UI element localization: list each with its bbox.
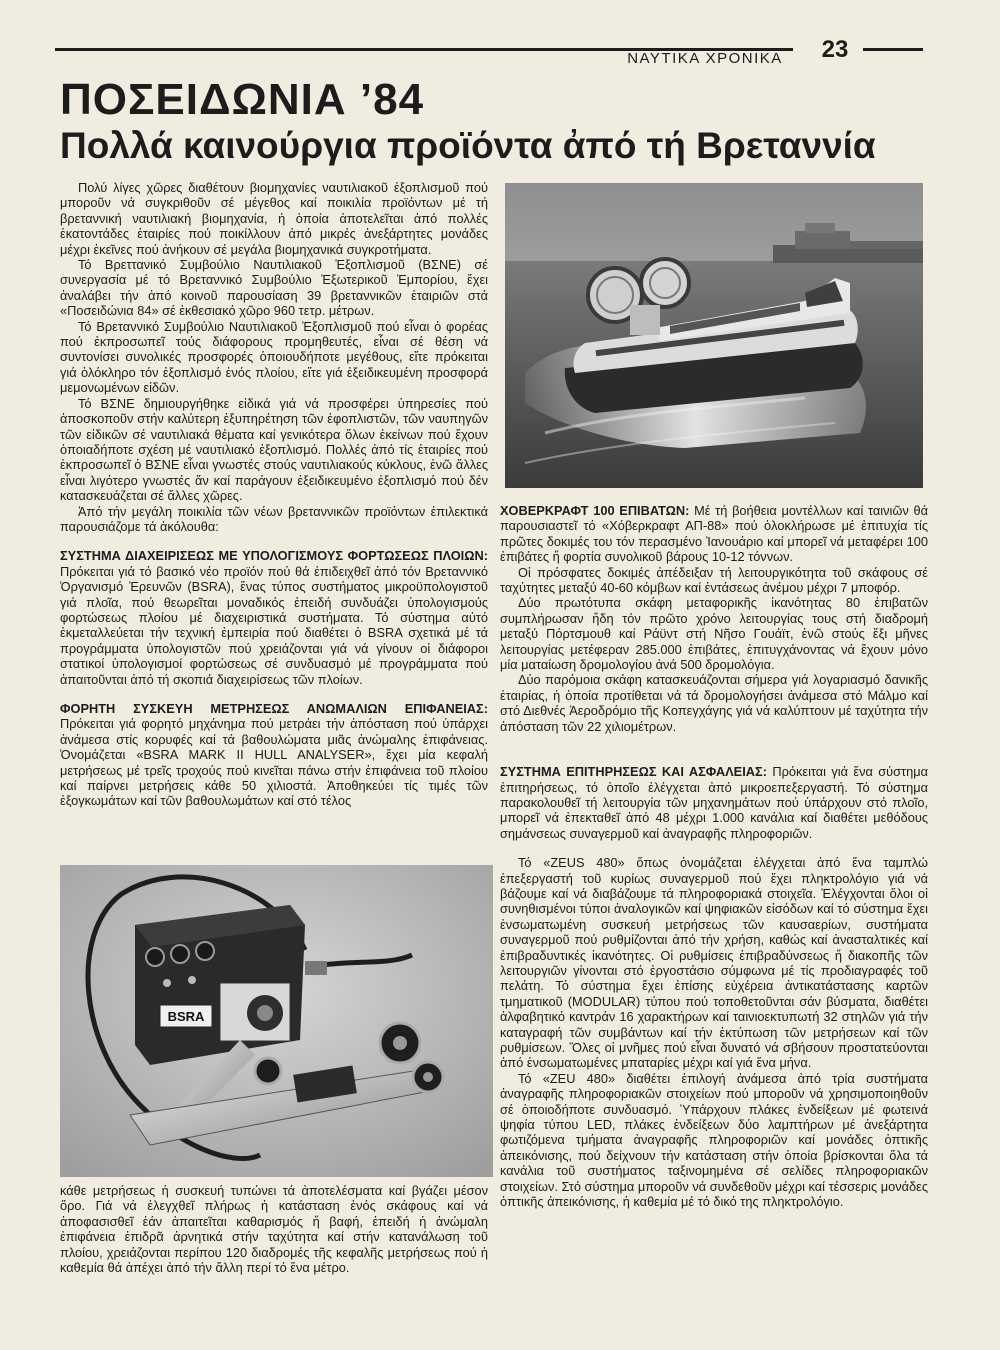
section-hull-paragraph xyxy=(60,701,488,809)
hovercraft-image xyxy=(505,183,923,488)
section-hull-text: Πρόκειται γιά φορητό μηχάνημα πού μετράει τήν ἀπόσταση πού ὑπάρχει ἀνάμεσα στίς κορυφές καί τά βαθουλώματα μιᾶς ἀνώμαλης ἐπιφάνειας. Ὀνομάζεται «BSRA MARK II HULL ANALYSER», ἔχει μία κεφαλή μετρήσεως μέ τρεῖς τροχούς πού κινεῖται πάνω στήν ἐπιφάνεια τοῦ πλοίου καί παίρνει μετρήσεις κάθε 50 χιλιοστά. Ἀποθηκεύει τίς τιμές τῶν ἐξογκωμάτων καί τῶν βαθουλωμάτων καί στό τέλος xyxy=(60,716,488,809)
section-hovercraft-paragraph xyxy=(500,503,928,565)
subheadline: Πολλά καινούργια προϊόντα ἀπό τή Βρεταννία xyxy=(60,125,876,166)
header-rule-right xyxy=(863,48,923,51)
bsra-label: BSRA xyxy=(167,1009,205,1024)
hull-analyser-image xyxy=(60,865,493,1177)
section-hull-continuation: κάθε μετρήσεως ἡ συσκευή τυπώνει τά ἀποτελέσματα καί βγάζει μέσον ὅρο. Γιά νά ἐλεγχθεῖ πλήρως ἡ κατάσταση ἑνός σκάφους καί νά ἀποφασισθεῖ ἐάν ἀπαιτεῖται καθαρισμός ἤ βαφή, ἐπειδή ἡ ἀνώμαλη ἐπιφάνεια ἐπιδρᾶ ἀρνητικά στήν ταχύτητα καί στήν κατανάλωση τοῦ πλοίου, χρειάζονται περίπου 120 διαδρομές τῆς κεφαλῆς μετρήσεως πού ἡ καθεμία θά ἀπέχει ἀπό τήν ἄλλη περί τό ἕνα μέτρο. xyxy=(60,1183,488,1276)
section-surveillance-text: Πρόκειται γιά ἕνα σύστημα ἐπιτηρήσεως, τό ὁποῖο ἐλέγχεται ἀπό μικροεπεξεργαστή. Τό σύστημα παρακολουθεῖ τή λειτουργία τῶν μηχανημάτων πού ὑπάρχουν στό πλοῖο, μπορεῖ νά ἐπεκταθεῖ ἀπό 48 μέχρι 1.000 κανάλια καί διαθέτει μεθόδους σημάνσεως συναγερμοῦ καί ἀναγραφῆς πληροφοριῶν. xyxy=(500,764,928,841)
hovercraft-paragraph: Δύο παρόμοια σκάφη κατασκευάζονται σήμερα γιά λογαριασμό δανικῆς ἑταιρίας, ἡ ὁποία προτίθεται νά τά δρομολογήσει ἀνάμεσα στό Μάλμο καί στό Διεθνές Ἀεροδρόμιο τῆς Κοπεγχάγης γιά νά καλύπτουν μέ ταχύτητα τήν ἀπόσταση τῶν 22 χιλιομέτρων. xyxy=(500,672,928,734)
section-hovercraft-heading: ΧΟΒΕΡΚΡΑΦΤ 100 ΕΠΙΒΑΤΩΝ: xyxy=(500,503,690,518)
hovercraft-paragraph: Δύο πρωτότυπα σκάφη μεταφορικῆς ἱκανότητας 80 ἐπιβατῶν συμπλήρωσαν ἤδη τόν πρῶτο χρόνο λειτουργίας τους στή διαδρομή μεταξύ Πόρτσμουθ καί Ράϋντ στή Νῆσο Γουάϊτ, ἐνῶ στούς ἕξι μῆνες λειτουργίας μετέφεραν 285.000 ἐπιβάτες, ἐπιτυγχάνοντας νά ἔχουν μόνο μία ματαίωση δρομολογίου ἀνά 500 δρομολόγια. xyxy=(500,595,928,673)
intro-paragraph: Ἀπό τήν μεγάλη ποικιλία τῶν νέων βρεταννικῶν προϊόντων ἐπιλεκτικά παρουσιάζομε τά ἀκόλουθα: xyxy=(60,503,488,534)
magazine-name: ΝΑΥΤΙΚΑ ΧΡΟΝΙΚΑ xyxy=(627,50,783,67)
hovercraft-paragraph: Οἱ πρόσφατες δοκιμές ἀπέδειξαν τή λειτουργικότητα τοῦ σκάφους σέ ταχύτητες μεταξύ 40-60 κόμβων καί ἐντάσεως ἀνέμου μέχρι 7 μποφόρ. xyxy=(500,564,928,596)
section-surveillance-heading: ΣΥΣΤΗΜΑ ΕΠΙΤΗΡΗΣΕΩΣ ΚΑΙ ΑΣΦΑΛΕΙΑΣ: xyxy=(500,764,767,780)
intro-paragraph: Τό ΒΣΝΕ δημιουργήθηκε εἰδικά γιά νά προσφέρει ὑπηρεσίες πού ἀποσκοποῦν στήν καλύτερη ἐξυπηρέτηση τῶν ἐφοπλιστῶν, τῶν ναυπηγῶν τῶν εἰδικῶν σέ ναυτιλιακά θέματα καί γενικότερα ὅλων ἐκείνων πού ἔχουν ὁποιαδήποτε σχέση μέ ναυτιλιακό ἐξοπλισμό. Πολλές ἀπό τίς ἑταιρίες πού ἐκπροσωπεῖ ὁ ΒΣΝΕ εἶναι γνωστές στούς ναυτιλιακούς κύκλους, ἐνῶ ἄλλες εἶναι λιγότερο γνωστές ἄν καί παράγουν ἐξειδικευμένο ἐξοπλισμό πού δέν κατασκευάζεται σέ ἄλλες χῶρες. xyxy=(60,395,488,504)
intro-paragraph: Πολύ λίγες χῶρες διαθέτουν βιομηχανίες ναυτιλιακοῦ ἐξοπλισμοῦ πού μποροῦν νά συγκριθοῦν σέ μέγεθος καί ποικιλία προϊόντων μέ τή βρεταννική ναυτιλιακή βιομηχανία, ἡ ὁποία ἀποτελεῖται ἀπό πολλές ἑκατοντάδες ἑταιρίες πού ποικίλλουν ἀπό μικρές ἀνεξάρτητες μονάδες μέχρι ἐκεῖνες πού ἀνήκουν σέ μεγάλα βιομηχανικά συγκροτήματα. xyxy=(60,180,488,257)
headline: ΠΟΣΕΙΔΩΝΙΑ ’84 xyxy=(60,75,425,124)
page-number: 23 xyxy=(821,36,849,63)
section-surveillance-paragraph xyxy=(500,764,928,841)
intro-paragraph: Τό Βρεταννικό Συμβούλιο Ναυτιλιακοῦ Ἐξοπλισμοῦ πού εἶναι ὁ φορέας πού ἐκπροσωπεῖ τούς διάφορους προμηθευτές, εἶναι σέ θέση νά συντονίσει συνολικές προσφορές ὁποιουδήποτε μεγέθους, εἴτε πρόκειται γιά ὁλόκληρο τόν ἐξοπλισμό ἑνός πλοίου, εἴτε γιά ἐξειδικευμένη προσφορά μεμονωμένων εἰδῶν. xyxy=(60,318,488,396)
hull-analyser-photo xyxy=(60,865,493,1177)
section-load-text: Πρόκειται γιά τό βασικό νέο προϊόν πού θά ἐπιδειχθεῖ ἀπό τόν Βρεταννικό Ὀργανισμό Ἐρευνῶν (BSRA), ἕνας τύπος συστήματος μικροϋπολογιστοῦ γιά πλοῖα, πού θεωρεῖται μοναδικός ἐπειδή συνδυάζει ὑπολογισμούς φορτώσεως πλοίου μέ διαχειριστικά συστήματα. Τό σύστημα αὐτό ἐκμεταλλεύεται τήν τεχνική ἐμπειρία πού διαθέτει ὁ BSRA σχετικά μέ τά προγράμματα ὑπολογιστῶν πού χρειάζονται γιά νά γίνουν οἱ διάφοροι στατικοί ὑπολογισμοί φορτώσεως σέ συνδυασμό μέ προγράμματα πού ἀπαιτοῦνται ἀπό τή σκοπιά διαχειρίσεως τῶν πλοίων. xyxy=(60,563,488,687)
section-hull-heading: ΦΟΡΗΤΗ ΣΥΣΚΕΥΗ ΜΕΤΡΗΣΕΩΣ ΑΝΩΜΑΛΙΩΝ ΕΠΙΦΑΝΕΙΑΣ: xyxy=(60,701,488,716)
left-column-continuation xyxy=(60,1183,488,1275)
section-load-heading: ΣΥΣΤΗΜΑ ΔΙΑΧΕΙΡΙΣΕΩΣ ΜΕ ΥΠΟΛΟΓΙΣΜΟΥΣ ΦΟΡΤΩΣΕΩΣ ΠΛΟΙΩΝ: xyxy=(60,548,488,564)
left-column xyxy=(60,180,488,809)
hovercraft-photo xyxy=(505,183,923,488)
section-load-paragraph xyxy=(60,548,488,687)
surveillance-paragraph: Τό «ZEU 480» διαθέτει ἐπιλογή ἀνάμεσα ἀπό τρία συστήματα ἀναγραφῆς πληροφοριακῶν στοιχείων πού μποροῦν νά χρησιμοποιηθοῦν σέ ὁποιοδήποτε συνδυασμό. Ὑπάρχουν πλάκες ἐνδείξεων μέ φωτεινά ψηφία τύπου LED, πλάκες ἐνδείξεων δύο λαμπτήρων μέ ἀνεξάρτητα φωτιζόμενα τμήματα ἀναγραφῆς πληροφοριῶν καί μονάδες ὀπτικῆς ἀπεικόνισης, πού δείχνουν τήν κατάσταση στήν ὁποία βρίσκονται ὅλα τά κανάλια τοῦ συστήματος ταξινομημένα σέ σελίδες πληροφοριακῶν στοιχείων. Στό σύστημα μποροῦν νά συνδεθοῦν μέχρι καί τέσσερις μονάδες ὀπτικῆς ἀπεικόνισης, ἡ καθεμία μέ τό δικό της πληκτρολόγιο. xyxy=(500,1070,928,1210)
surveillance-paragraph: Τό «ZEUS 480» ὅπως ὀνομάζεται ἐλέγχεται ἀπό ἕνα ταμπλώ ἐπεξεργαστή τοῦ κυρίως συναγερμοῦ πού ἔχει πληκτρολόγιο γιά νά βάζουμε καί νά διαβάζουμε τά πληροφοριακά στοιχεῖα. Ἐλέγχονται ὅλοι οἱ συνηθισμένοι τύποι ἀναλογικῶν καί ψηφιακῶν εἰσόδων καί τό σύστημα ἔχει ἐνσωματωμένη συσκευή μετρήσεως τῶν καυσαερίων, συστήματα συναγερμοῦ πού ρυθμίζονται ἀπό τήν χρήση, καθώς καί ἀνασταλτικές καί ἐπιβραδυντικές ἱκανότητες. Οἱ ρυθμίσεις ἐπιβραδύνσεως ἤ διακοπῆς τῶν λειτουργιῶν γίνονται στό ἐργοστάσιο σύμφωνα μέ τίς προδιαγραφές τοῦ πελάτη. Τό σύστημα ἔχει ἐπίσης εὐχέρεια ἀντικατάστασης καρτῶν τμηματικοῦ (MODULAR) τύπου πού τοποθετοῦνται σάν βύσματα, διαθέτει ἀλφαβητικό καντράν 16 χαρακτήρων καί ταινιοεκτυπωτή 32 στηλῶν γιά τήν καταγραφή τῶν συμβάντων καί τήν ἐκτύπωση τῶν μετρήσεων καί τῶν ρυθμίσεων. Ὅλες οἱ μνῆμες πού εἶναι δυνατό νά σβήσουν προστατεύονται ἀπό ἐνσωματωμένες μπαταρίες μέχρι καί γιά ἕνα μήνα. xyxy=(500,855,928,1071)
intro-paragraph: Τό Βρεττανικό Συμβούλιο Ναυτιλιακοῦ Ἐξοπλισμοῦ (ΒΣΝΕ) σέ συνεργασία μέ τό Βρεταννικό Συμβούλιο Ἐξωτερικοῦ Ἐμπορίου, ἔχει ἀναλάβει τήν ἀπό κοινοῦ παρουσίαση 39 βρεταννικῶν ἑταιριῶν στά «Ποσειδώνια 84» σέ ἐκθεσιακό χῶρο 960 τετρ. μέτρων. xyxy=(60,257,488,319)
section-hovercraft-text: Μέ τή βοήθεια μοντέλλων καί ταινιῶν θά παρουσιαστεῖ τό «Χόβερκραφτ ΑΠ-88» πού ὁλοκλήρωσε μέ ἐπιτυχία τίς πρῶτες δοκιμές του τόν περασμένο Ἰανουάριο καί μπορεῖ νά μεταφέρει 100 ἐπιβάτες ἤ φορτία συνολικοῦ βάρους 10-12 τόννων. xyxy=(500,503,928,565)
right-column xyxy=(500,489,928,1209)
